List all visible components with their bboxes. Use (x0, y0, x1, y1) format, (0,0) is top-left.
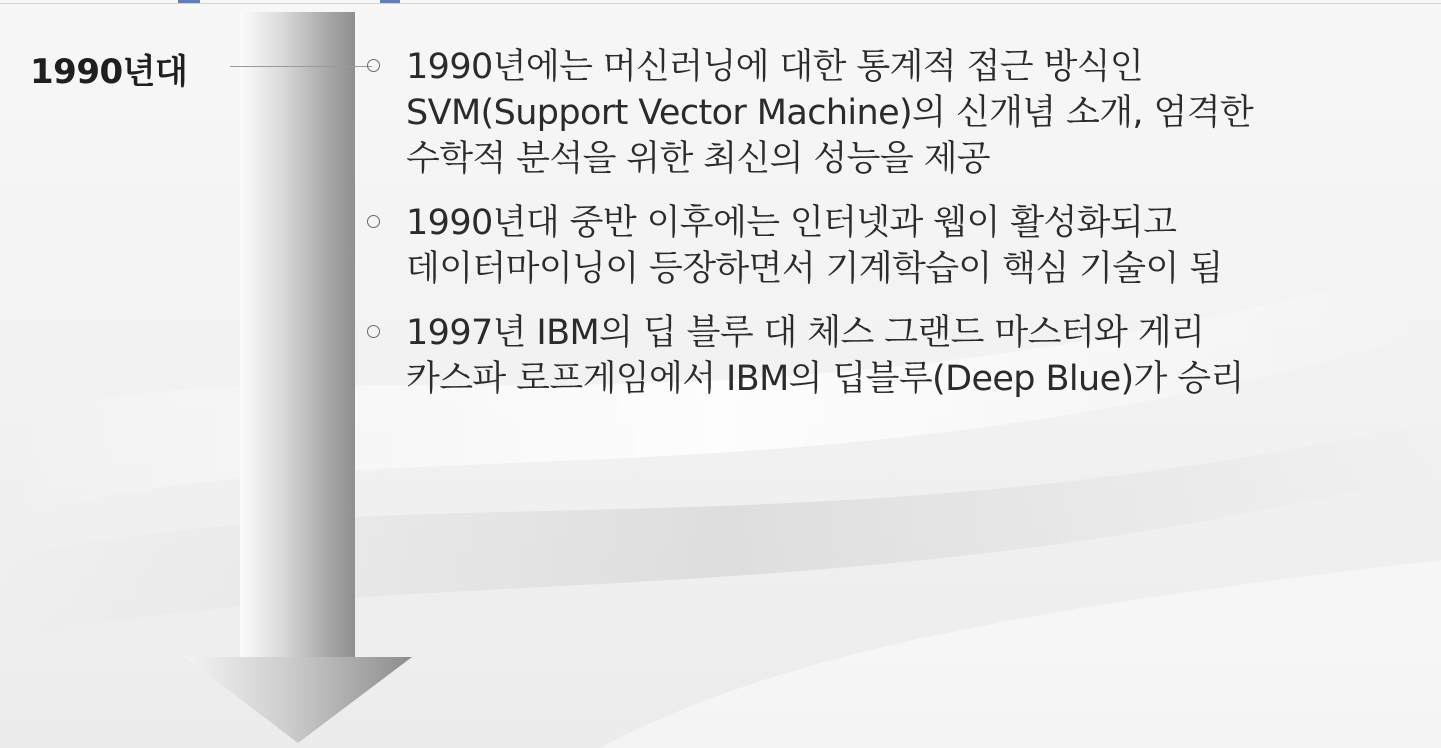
bullet-text-line: 1990년에는 머신러닝에 대한 통계적 접근 방식인 (406, 47, 1144, 87)
bullet-item (364, 44, 1424, 182)
bullet-list (364, 44, 1424, 420)
bullet-item (364, 200, 1424, 292)
hollow-circle-icon (367, 325, 380, 338)
era-label: 1990년대 (30, 52, 188, 92)
hollow-circle-icon (367, 215, 380, 228)
bullet-text-line: 카스파 로프게임에서 IBM의 딥블루(Deep Blue)가 승리 (406, 359, 1244, 399)
bullet-text-line: 1990년대 중반 이후에는 인터넷과 웹이 활성화되고 (406, 203, 1177, 243)
bullet-item (364, 310, 1424, 402)
bullet-text-line: 데이터마이닝이 등장하면서 기계학습이 핵심 기술이 됨 (406, 249, 1223, 289)
bullet-text-line: SVM(Support Vector Machine)의 신개념 소개, 엄격한 (406, 93, 1254, 133)
hollow-circle-icon (367, 59, 380, 72)
connector-line (230, 66, 372, 67)
bullet-text-line: 1997년 IBM의 딥 블루 대 체스 그랜드 마스터와 게리 (406, 313, 1205, 353)
bullet-text-line: 수학적 분석을 위한 최신의 성능을 제공 (406, 139, 990, 179)
